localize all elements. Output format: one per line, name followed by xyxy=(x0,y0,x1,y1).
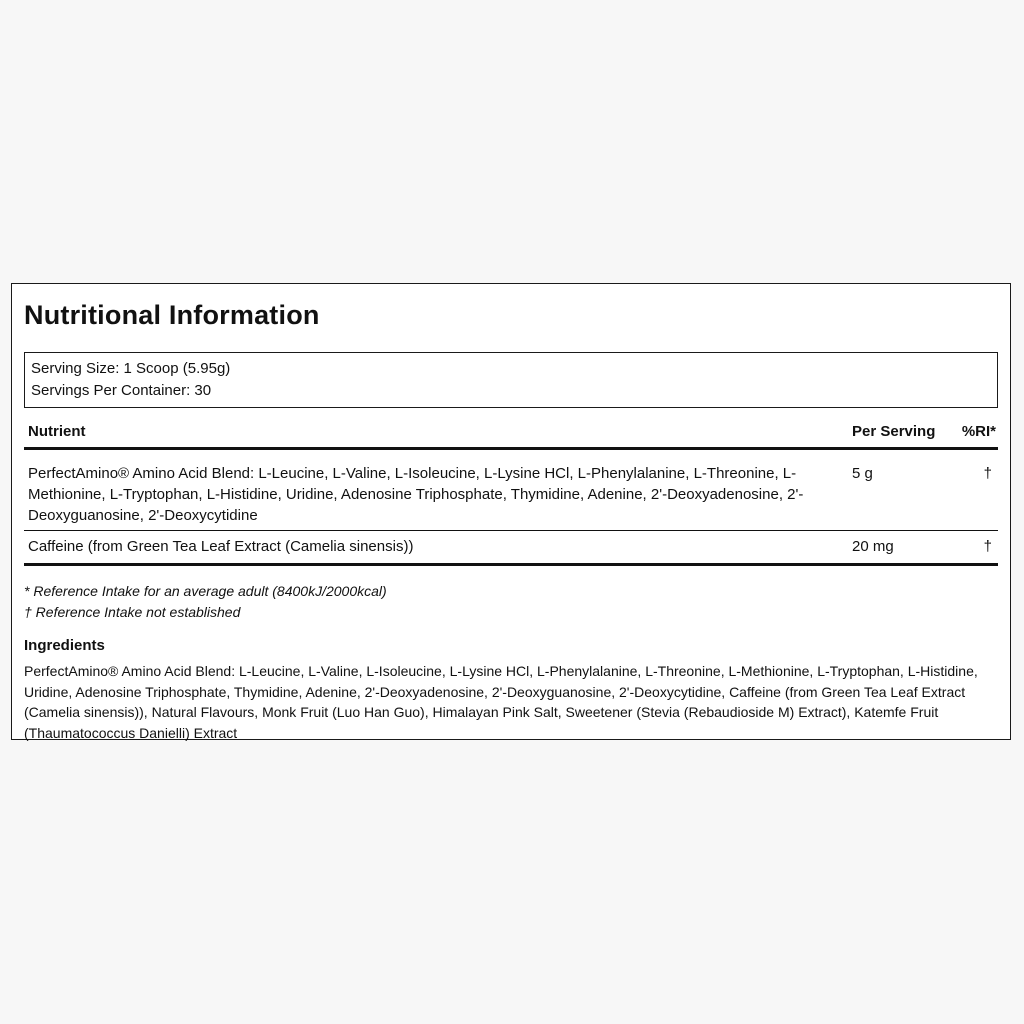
ingredients-text: PerfectAmino® Amino Acid Blend: L-Leucine, L-Valine, L-Isoleucine, L-Lysine HCl, L-Phenylalanine, L-Threonine, L-Methionine, L-Tryptophan, L-Histidine, Uridine, Adenosine Triphosphate, Thymidine, Adenine, 2'-Deoxyadenosine, 2'-Deoxyguanosine, 2'-Deoxycytidine, Caffeine (from Green Tea Leaf Extract (Camelia sinensis)), Natural Flavours, Monk Fruit (Luo Han Guo), Himalayan Pink Salt, Sweetener (Stevia (Rebaudioside M) Extract), Katemfe Fruit (Thaumatococcus Danielli) Extract xyxy=(24,663,978,741)
servings-per-container: Servings Per Container: 30 xyxy=(31,382,212,399)
nutrient-name: Caffeine (from Green Tea Leaf Extract (Camelia sinensis)) xyxy=(24,531,848,565)
header-per-serving: Per Serving xyxy=(848,422,948,449)
panel-title: Nutritional Information xyxy=(24,300,320,330)
footnote-not-established: † Reference Intake not established xyxy=(24,604,241,620)
serving-info-box xyxy=(24,352,998,408)
header-nutrient: Nutrient xyxy=(24,422,848,449)
table-row xyxy=(24,531,998,565)
nutrition-panel xyxy=(11,283,1011,740)
footnote-reference-intake: * Reference Intake for an average adult (8400kJ/2000kcal) xyxy=(24,583,387,599)
nutrient-ri: † xyxy=(948,531,998,565)
serving-size: Serving Size: 1 Scoop (5.95g) xyxy=(31,360,231,377)
table-row xyxy=(24,449,998,531)
nutrient-ri: † xyxy=(948,449,998,531)
nutrient-per-serving: 5 g xyxy=(848,449,948,531)
ingredients-title: Ingredients xyxy=(24,637,105,654)
nutrient-per-serving: 20 mg xyxy=(848,531,948,565)
nutrient-table xyxy=(24,422,998,566)
header-ri: %RI* xyxy=(948,422,998,449)
nutrient-name: PerfectAmino® Amino Acid Blend: L-Leucine, L-Valine, L-Isoleucine, L-Lysine HCl, L-Phenylalanine, L-Threonine, L-Methionine, L-Tryptophan, L-Histidine, Uridine, Adenosine Triphosphate, Thymidine, Adenine, 2'-Deoxyadenosine, 2'-Deoxyguanosine, 2'-Deoxycytidine xyxy=(24,449,848,531)
footnotes xyxy=(24,581,998,623)
table-header-row xyxy=(24,422,998,449)
